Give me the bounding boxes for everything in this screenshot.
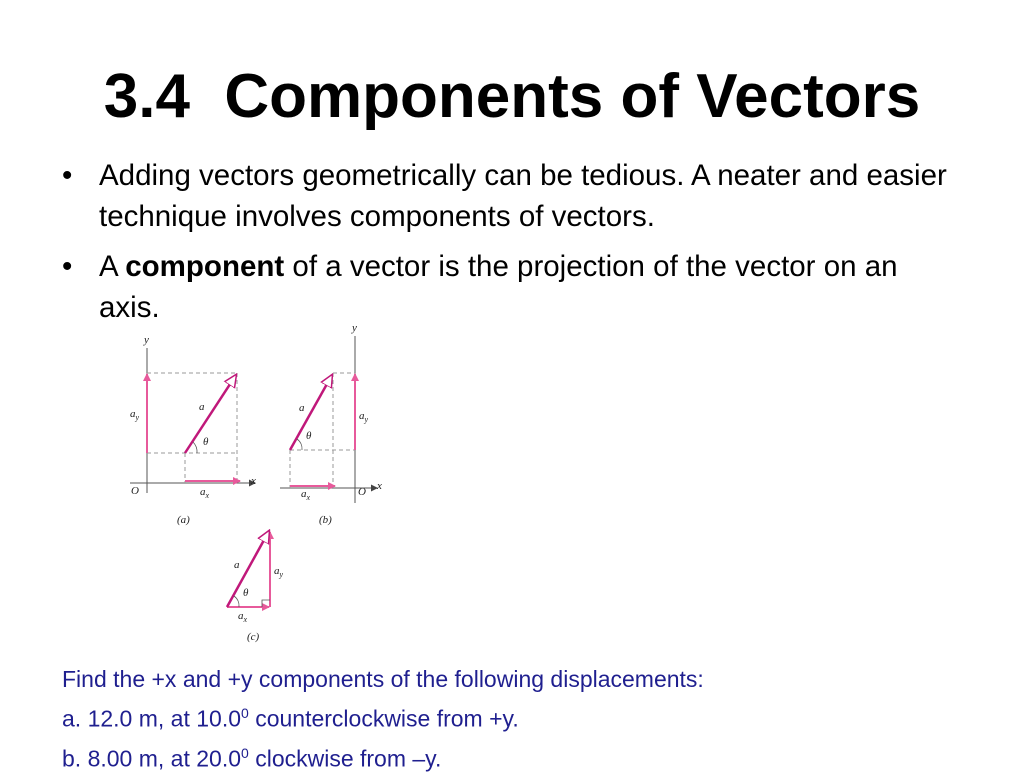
x-axis-label: x [377,480,382,492]
theta-label: θ [243,587,249,599]
theta-label: θ [306,430,312,442]
caption-a: (a) [177,514,190,526]
panel-a [130,348,255,493]
x-axis-label: x [251,475,256,487]
ax-label: $a_x$ [238,610,248,625]
bullet-text: Adding vectors geometrically can be tedious. A neater and easier technique involves components of vectors. [99,159,947,233]
problem-part-b: b. 8.00 m, at 20.0$^0$ clockwise from –y. [62,744,442,772]
bullet-text-suffix: of a vector is the projection of the vector on an axis. [99,250,898,324]
slide-title: 3.4 Components of Vectors [103,62,921,131]
bullet-symbol: • [62,159,73,192]
problem-intro: Find the +x and +y components of the following displacements: [62,666,704,692]
theta-label: θ [203,436,209,448]
bullet-bold-term: component [125,250,285,283]
ax-label: $a_x$ [301,488,311,503]
vector-label: a⃗ [234,559,249,571]
ay-label: $a_y$ [130,408,140,423]
bullet-symbol: • [62,250,73,283]
angle-arc [234,596,239,607]
angle-arc [297,439,302,450]
bullet-item [62,246,962,328]
origin-label: O [131,485,139,497]
vector-a-arrow [185,375,236,453]
caption-c: (c) [247,631,260,643]
bullet-item [62,155,962,237]
y-axis-label: y [352,322,357,334]
y-axis-label: y [144,334,149,346]
origin-label: O [358,486,366,498]
ay-label: $a_y$ [359,410,369,425]
vector-components-figure [115,318,405,648]
ay-label: $a_y$ [274,565,284,580]
problem-statement [62,662,962,775]
caption-b: (b) [319,514,332,526]
vector-diagram [115,318,405,648]
ax-label: $a_x$ [200,486,210,501]
vector-label: a⃗ [199,401,214,413]
angle-arc [193,442,197,453]
bullet-text-prefix: A [99,250,126,283]
right-angle-mark [262,600,270,607]
vector-label: a⃗ [299,402,314,414]
bullet-list [62,155,962,337]
problem-part-a: a. 12.0 m, at 10.0$^0$ counterclockwise from +y. [62,705,519,732]
